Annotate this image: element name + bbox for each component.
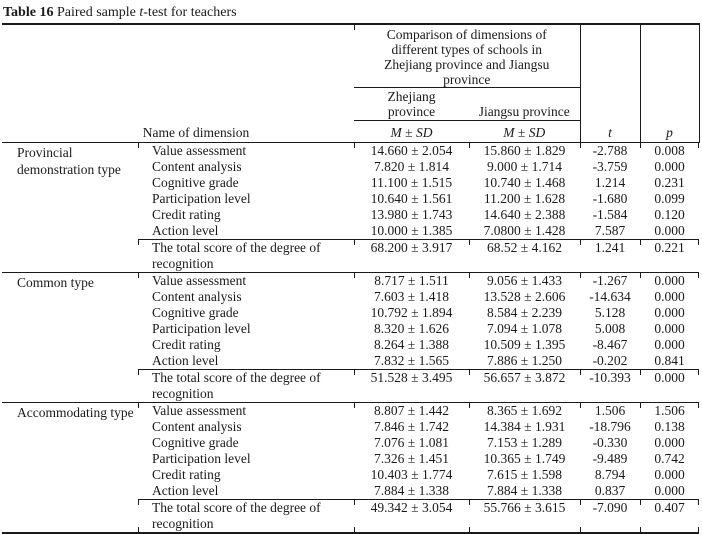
jiangsu-value: 56.657 ± 3.872 <box>469 370 580 403</box>
zhejiang-value: 7.846 ± 1.742 <box>374 419 449 434</box>
p-value: 0.099 <box>654 191 685 206</box>
p-value: 0.008 <box>640 143 699 160</box>
p-value: 0.407 <box>640 500 699 534</box>
zhejiang-value: 8.807 ± 1.442 <box>354 403 469 420</box>
jiangsu-value: 10.365 ± 1.749 <box>483 451 566 466</box>
t-value: -0.202 <box>592 353 628 368</box>
jiangsu-value: 14.640 ± 2.388 <box>483 207 566 222</box>
jiangsu-value: 7.0800 ± 1.428 <box>483 223 566 238</box>
zhejiang-value: 8.264 ± 1.388 <box>374 337 449 352</box>
p-value: 0.000 <box>654 289 685 304</box>
dimension-cell: Content analysis <box>152 419 242 434</box>
zhejiang-value: 7.884 ± 1.338 <box>374 483 449 498</box>
dimension-cell: Credit rating <box>152 337 221 352</box>
jiangsu-value: 7.886 ± 1.250 <box>487 353 562 368</box>
p-value: 0.000 <box>654 467 685 482</box>
p-value: 0.000 <box>640 273 699 290</box>
jiangsu-value: 10.509 ± 1.395 <box>483 337 566 352</box>
table-number: Table 16 <box>3 5 54 20</box>
dimension-cell: Value assessment <box>138 403 354 420</box>
section-type-label: Accommodating type <box>2 403 138 534</box>
p-value: 0.000 <box>654 321 685 336</box>
section-type-label: Common type <box>2 273 138 403</box>
p-value: 0.000 <box>654 159 685 174</box>
title-italic-t: t <box>139 5 144 20</box>
p-value: 0.231 <box>654 175 685 190</box>
p-value: 0.221 <box>640 240 699 273</box>
zhejiang-value: 68.200 ± 3.917 <box>354 240 469 273</box>
header-p: p <box>640 24 699 143</box>
t-value: -8.467 <box>592 337 628 352</box>
zhejiang-value: 10.792 ± 1.894 <box>370 305 453 320</box>
dimension-cell: Participation level <box>152 321 251 336</box>
p-value: 0.120 <box>654 207 685 222</box>
dimension-cell: Cognitive grade <box>152 435 239 450</box>
paired-t-test-table <box>2 23 700 534</box>
header-msd-jiangsu: M ± SD <box>469 121 580 143</box>
zhejiang-value: 51.528 ± 3.495 <box>354 370 469 403</box>
dimension-cell-total: The total score of the degree of recognition <box>138 500 354 534</box>
p-value: 0.000 <box>654 305 685 320</box>
dimension-cell: Action level <box>152 223 219 238</box>
dimension-cell: Participation level <box>152 451 251 466</box>
table-row <box>2 273 699 290</box>
zhejiang-value: 7.326 ± 1.451 <box>374 451 449 466</box>
dimension-cell: Cognitive grade <box>152 305 239 320</box>
dimension-cell: Cognitive grade <box>152 175 239 190</box>
zhejiang-value: 10.640 ± 1.561 <box>370 191 453 206</box>
header-empty-cell <box>2 24 354 121</box>
t-value: -1.584 <box>592 207 628 222</box>
zhejiang-value: 8.320 ± 1.626 <box>374 321 449 336</box>
t-value: 1.241 <box>580 240 640 273</box>
t-value: -18.796 <box>589 419 631 434</box>
jiangsu-value: 7.094 ± 1.078 <box>487 321 562 336</box>
t-value: 5.008 <box>594 321 626 336</box>
jiangsu-value: 15.860 ± 1.829 <box>469 143 580 160</box>
t-value: -1.267 <box>580 273 640 290</box>
zhejiang-value: 13.980 ± 1.743 <box>370 207 453 222</box>
p-value: 0.138 <box>654 419 685 434</box>
zhejiang-value: 14.660 ± 2.054 <box>354 143 469 160</box>
p-value: 0.742 <box>654 451 685 466</box>
jiangsu-value: 11.200 ± 1.628 <box>483 191 566 206</box>
dimension-cell-total: The total score of the degree of recognition <box>138 240 354 273</box>
t-value: -14.634 <box>589 289 631 304</box>
title-text-post: -test for teachers <box>143 5 237 20</box>
t-value: -0.330 <box>592 435 628 450</box>
t-value: -9.489 <box>592 451 628 466</box>
p-value: 1.506 <box>640 403 699 420</box>
zhejiang-value: 49.342 ± 3.054 <box>354 500 469 534</box>
t-value: 5.128 <box>594 305 626 320</box>
header-zhejiang: Zhejiang province <box>354 88 469 121</box>
p-value: 0.000 <box>654 435 685 450</box>
zhejiang-value: 7.603 ± 1.418 <box>374 289 449 304</box>
header-msd-zhejiang: M ± SD <box>354 121 469 143</box>
header-t: t <box>580 24 640 143</box>
t-value: 0.837 <box>594 483 626 498</box>
jiangsu-value: 10.740 ± 1.468 <box>483 175 566 190</box>
p-value: 0.000 <box>654 337 685 352</box>
jiangsu-value: 8.365 ± 1.692 <box>469 403 580 420</box>
dimension-cell: Action level <box>152 353 219 368</box>
header-group-label: Comparison of dimensions of different types of schools in Zhejiang province and Jiangsu province <box>354 24 580 88</box>
jiangsu-value: 14.384 ± 1.931 <box>483 419 566 434</box>
jiangsu-value: 13.528 ± 2.606 <box>483 289 566 304</box>
t-value: -2.788 <box>580 143 640 160</box>
p-value: 0.000 <box>654 483 685 498</box>
t-value: 8.794 <box>594 467 626 482</box>
header-name-of-dimension: Name of dimension <box>2 121 354 143</box>
zhejiang-value: 7.820 ± 1.814 <box>374 159 449 174</box>
t-value: -10.393 <box>580 370 640 403</box>
zhejiang-value: 7.832 ± 1.565 <box>374 353 449 368</box>
t-value: -1.680 <box>592 191 628 206</box>
table-row <box>2 143 699 160</box>
jiangsu-value: 7.615 ± 1.598 <box>487 467 562 482</box>
table-row <box>2 403 699 420</box>
t-value: -3.759 <box>592 159 628 174</box>
t-value: 1.506 <box>580 403 640 420</box>
jiangsu-value: 7.884 ± 1.338 <box>487 483 562 498</box>
jiangsu-value: 9.056 ± 1.433 <box>469 273 580 290</box>
zhejiang-value: 10.403 ± 1.774 <box>370 467 453 482</box>
header-row-group <box>2 24 699 88</box>
dimension-cell: Credit rating <box>152 467 221 482</box>
dimension-cell: Value assessment <box>138 273 354 290</box>
table-title <box>0 0 702 23</box>
dimension-cell: Credit rating <box>152 207 221 222</box>
zhejiang-value: 8.717 ± 1.511 <box>354 273 469 290</box>
dimension-cell: Content analysis <box>152 159 242 174</box>
dimension-cell: Value assessment <box>138 143 354 160</box>
t-value: -7.090 <box>580 500 640 534</box>
jiangsu-value: 7.153 ± 1.289 <box>487 435 562 450</box>
p-value: 0.000 <box>640 370 699 403</box>
jiangsu-value: 9.000 ± 1.714 <box>487 159 562 174</box>
zhejiang-value: 7.076 ± 1.081 <box>374 435 449 450</box>
zhejiang-value: 10.000 ± 1.385 <box>370 223 453 238</box>
zhejiang-value: 11.100 ± 1.515 <box>370 175 453 190</box>
title-text-pre: Paired sample <box>53 5 140 20</box>
header-jiangsu: Jiangsu province <box>469 88 580 121</box>
dimension-cell: Action level <box>152 483 219 498</box>
dimension-cell-total: The total score of the degree of recognition <box>138 370 354 403</box>
p-value: 0.000 <box>654 223 685 238</box>
dimension-cell: Content analysis <box>152 289 242 304</box>
t-value: 1.214 <box>594 175 626 190</box>
section-type-label: Provincial demonstration type <box>17 145 121 177</box>
dimension-cell: Participation level <box>152 191 251 206</box>
jiangsu-value: 8.584 ± 2.239 <box>487 305 562 320</box>
jiangsu-value: 55.766 ± 3.615 <box>469 500 580 534</box>
jiangsu-value: 68.52 ± 4.162 <box>469 240 580 273</box>
t-value: 7.587 <box>594 223 626 238</box>
p-value: 0.841 <box>654 353 685 368</box>
